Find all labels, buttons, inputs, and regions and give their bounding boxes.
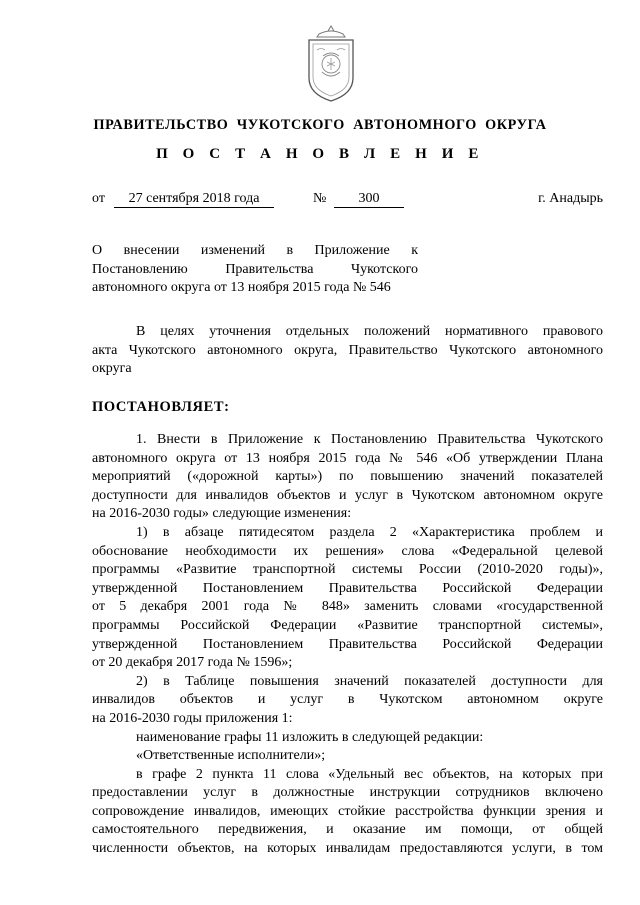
resolve-heading: ПОСТАНОВЛЯЕТ: bbox=[92, 399, 230, 415]
subject-line: автономного округа от 13 ноября 2015 года № 546 bbox=[92, 280, 391, 296]
decree-subject bbox=[92, 242, 418, 298]
preamble bbox=[92, 323, 603, 379]
preamble-line: округа bbox=[92, 361, 132, 377]
city: г. Анадырь bbox=[538, 191, 603, 206]
paragraph-2: 1) в абзаце пятидесятом раздела 2 «Характеристика проблем и bbox=[136, 524, 603, 540]
paragraph-5: «Ответственные исполнители»; bbox=[136, 748, 326, 764]
paragraph-3: 2) в Таблице повышения значений показателей доступности для bbox=[136, 673, 603, 689]
decree-number: 300 bbox=[334, 190, 404, 208]
government-name: ПРАВИТЕЛЬСТВО ЧУКОТСКОГО АВТОНОМНОГО ОКРУГА bbox=[93, 117, 547, 133]
paragraph-6: в графе 2 пункта 11 слова «Удельный вес объектов, на которых при bbox=[136, 766, 603, 782]
subject-line: Постановлению Правительства Чукотского bbox=[92, 261, 418, 277]
date-number-row bbox=[92, 190, 603, 210]
preamble-line: В целях уточнения отдельных положений нормативного правового bbox=[136, 324, 603, 339]
document-type: П О С Т А Н О В Л Е Н И Е bbox=[156, 146, 484, 162]
coat-of-arms-emblem bbox=[301, 22, 361, 104]
paragraph-1: 1. Внести в Приложение к Постановлению Правительства Чукотского bbox=[136, 432, 603, 447]
decree-date: 27 сентября 2018 года bbox=[114, 190, 274, 208]
preamble-line: акта Чукотского автономного округа, Правительство Чукотского автономного bbox=[92, 342, 603, 358]
subject-line: О внесении изменений в Приложение к bbox=[92, 243, 418, 258]
number-label: № bbox=[313, 191, 327, 206]
paragraph-4: наименование графы 11 изложить в следующей редакции: bbox=[136, 729, 484, 745]
from-label: от bbox=[92, 191, 105, 206]
decree-body: 1. Внести в Приложение к Постановлению Правительства Чукотского автономного округа от 13 ноября 2015 года № 546 «Об утверждении Плана мероприятий («дорожной карты») по повышению значений показателей доступности для инвалидов объектов и услуг в Чукотском автономном округе на 2016-2030 годы» следующие изменения: 1) в абзаце пятидесятом раздела 2 «Характеристика проблем и обоснование необходимости их решения» слова «Федеральной целевой программы «Развитие транспортной системы России (2010-2020 годы)», утвержденной Постановлением Правительства Российской Федерации от 5 декабря 2001 года № 848» заменить словами «государственной программы Российской Федерации «Развитие транспортной системы», утвержденной Постановлением Правительства Российской Федерации от 20 декабря 2017 года № 1596»; 2) в Таблице повышения значений показателей доступности для инвалидов объектов и услуг в Чукотском автономном округе на 2016-2030 годы приложения 1: наименование графы 11 изложить в следующей редакции: «Ответственные исполнители»; в графе 2 пункта 11 слова «Удельный вес объектов, на которых при предоставлении услуг в должностные инструкции сотрудников включено сопровождение инвалидов, имеющих стойкие расстройства функции зрения и самостоятельного передвижения, и оказание им помощи, от общей численности объектов, на которых инвалидам предоставляются услуги, в том bbox=[92, 432, 603, 857]
